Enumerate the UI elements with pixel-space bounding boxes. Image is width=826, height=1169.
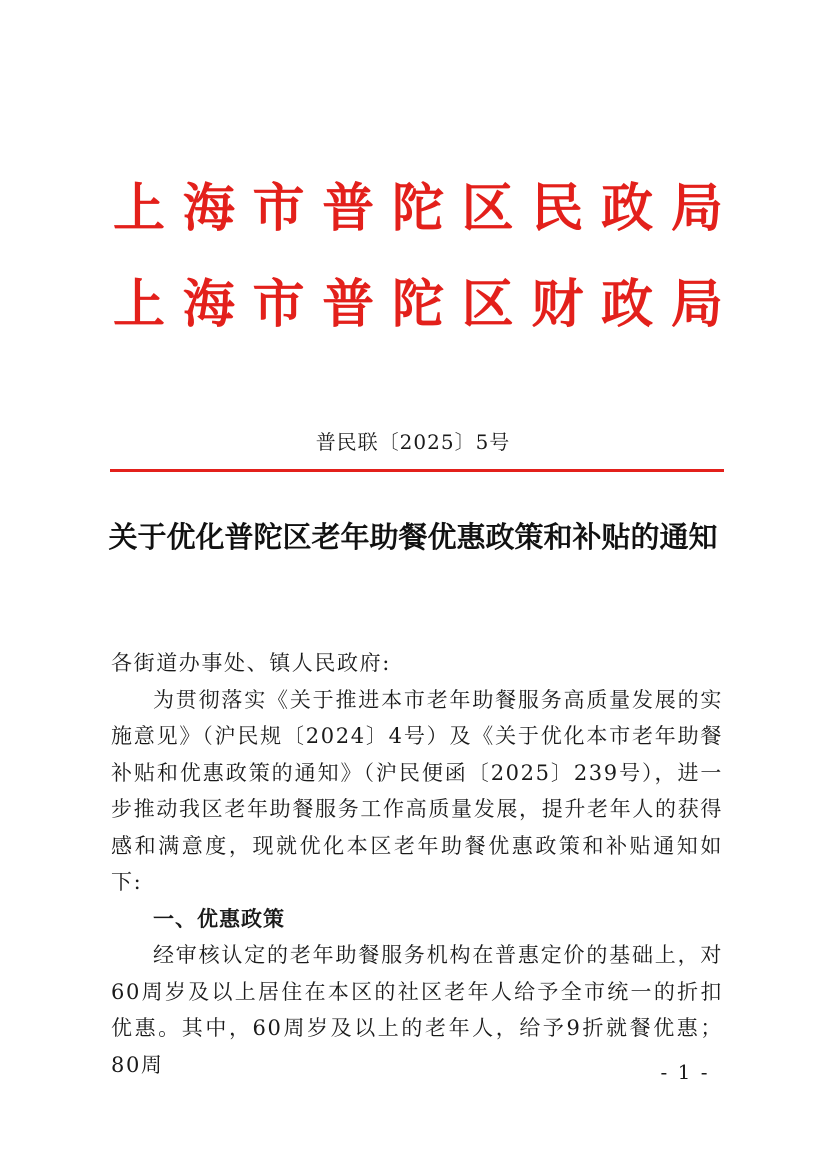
issuer-char: 海 xyxy=(182,178,235,239)
issuer-char: 局 xyxy=(670,274,723,335)
issuer-char: 区 xyxy=(461,178,514,239)
red-divider xyxy=(110,469,724,472)
document-number: 普民联〔2025〕5号 xyxy=(315,430,511,454)
issuer-char: 财 xyxy=(531,274,584,335)
issuer-char: 陀 xyxy=(391,178,444,239)
issuer-char: 上 xyxy=(113,274,166,335)
issuer-char: 上 xyxy=(113,178,166,239)
issuer-char: 区 xyxy=(461,274,514,335)
document-body xyxy=(111,645,723,1083)
issuer-char: 普 xyxy=(322,274,375,335)
issuer-char: 市 xyxy=(252,178,305,239)
issuer-char: 政 xyxy=(601,178,654,239)
section-heading: 一、优惠政策 xyxy=(153,906,285,931)
issuer-line-civil-affairs xyxy=(113,177,723,241)
salutation: 各街道办事处、镇人民政府: xyxy=(111,651,391,675)
issuer-char: 海 xyxy=(182,274,235,335)
section-paragraph: 经审核认定的老年助餐服务机构在普惠定价的基础上，对60周岁及以上居住在本区的社区老年人给予全市统一的折扣优惠。其中，60周岁及以上的老年人，给予9折就餐优惠；80周 xyxy=(111,943,723,1077)
issuer-char: 市 xyxy=(252,274,305,335)
intro-paragraph: 为贯彻落实《关于推进本市老年助餐服务高质量发展的实施意见》（沪民规〔2024〕4号）及《关于优化本市老年助餐补贴和优惠政策的通知》（沪民便函〔2025〕239号），进一步推动我区老年助餐服务工作高质量发展，提升老年人的获得感和满意度，现就优化本区老年助餐优惠政策和补贴通知如下: xyxy=(111,687,723,894)
issuer-char: 普 xyxy=(322,178,375,239)
document-title: 关于优化普陀区老年助餐优惠政策和补贴的通知 xyxy=(108,520,718,554)
issuer-char: 政 xyxy=(601,274,654,335)
issuer-char: 陀 xyxy=(391,274,444,335)
page-number: - 1 - xyxy=(660,1060,710,1084)
issuer-char: 局 xyxy=(670,178,723,239)
issuer-char: 民 xyxy=(531,178,584,239)
issuer-line-finance xyxy=(113,273,723,337)
